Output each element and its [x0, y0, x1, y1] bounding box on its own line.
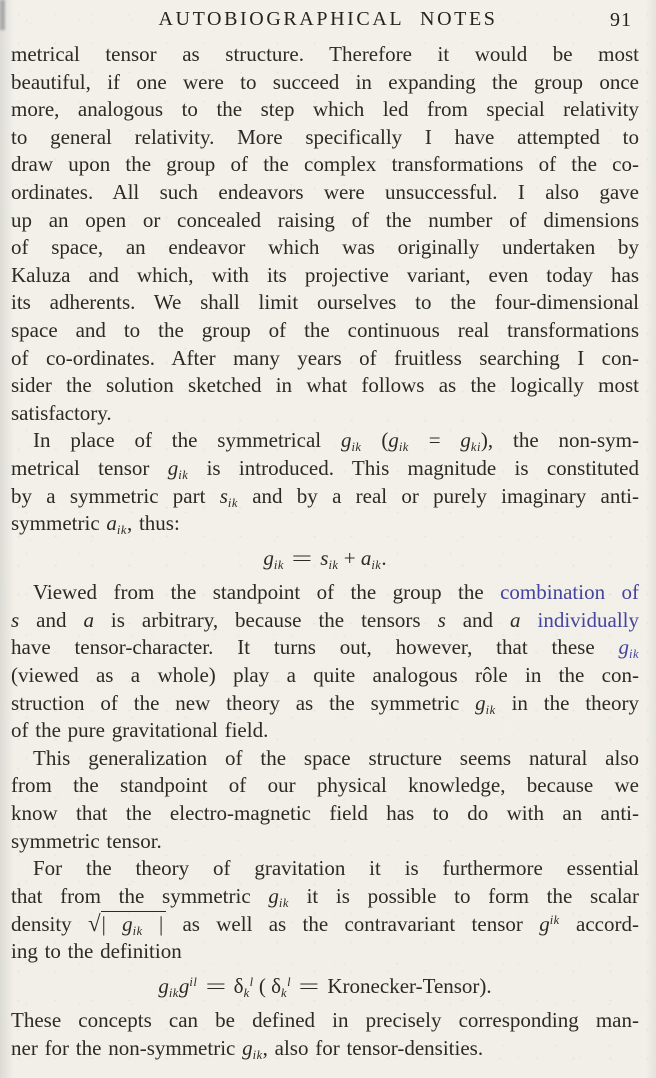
text-line: metrical tensor $g_{ik}$ is introduced. This magnitude is constituted [11, 455, 639, 482]
displayed-equation: $g_{ik} = s_{ik} + a_{ik}$. [263, 545, 387, 572]
page-body [11, 41, 639, 1062]
text-line: know that the electro-magnetic field has to do with an anti- [11, 801, 639, 826]
displayed-equation: $g_{ik}g^{il} = \delta_k^l$ ( $\delta_k^l$ = Kronecker-Tensor). [158, 973, 492, 1000]
text-line: s and a is arbitrary, because the tensors s and a individually [11, 607, 639, 632]
page-number: 91 [610, 9, 632, 31]
text-line: more, analogous to the step which led from special relativity [11, 97, 639, 122]
text-line: (viewed as a whole) play a quite analogous rôle in the con- [11, 663, 639, 688]
text-line: These concepts can be defined in precisely corresponding man- [11, 1008, 639, 1033]
text-line: from the standpoint of our physical knowledge, because we [11, 773, 639, 798]
text-line: ordinates. All such endeavors were unsuccessful. I also gave [11, 179, 639, 204]
text-line: metrical tensor as structure. Therefore it would be most [11, 42, 639, 66]
text-line: For the theory of gravitation it is furthermore essential [33, 856, 639, 881]
text-line: have tensor-character. It turns out, however, that these $g_{ik}$ [11, 635, 639, 662]
text-line: up an open or concealed raising of the number of dimensions [11, 207, 639, 232]
text-line: its adherents. We shall limit ourselves to the four-dimensional [11, 290, 639, 315]
text-line: beautiful, if one were to succeed in expanding the group once [11, 69, 639, 94]
text-line: ing to the definition [11, 939, 182, 963]
text-line: Viewed from the standpoint of the group the combination of [33, 580, 639, 605]
text-line: In place of the symmetrical $g_{ik}$ $(g_{ik} = g_{ki})$, the non-sym- [33, 428, 639, 455]
text-line: Kaluza and which, with its projective variant, even today has [11, 262, 639, 287]
text-line: symmetric $a_{ik}$, thus: [11, 511, 180, 538]
text-line: to general relativity. More specifically I have attempted to [11, 124, 639, 149]
text-line: that from the symmetric $g_{ik}$ it is possible to form the scalar [11, 883, 639, 910]
text-line: ner for the non-symmetric $g_{ik}$, also for tensor-densities. [11, 1035, 484, 1062]
text-line: of co-ordinates. After many years of fruitless searching I con- [11, 345, 639, 370]
running-head-title: AUTOBIOGRAPHICAL NOTES [158, 8, 498, 30]
text-line: of space, an endeavor which was originally undertaken by [11, 235, 639, 260]
radical-sign: √| $g_{ik}$ | [88, 912, 166, 936]
text-line: space and to the group of the continuous real transformations [11, 317, 639, 342]
text-line: of the pure gravitational field. [11, 718, 269, 743]
text-line: density √| $g_{ik}$ | as well as the contravariant tensor $g^{ik}$ accord- [11, 911, 639, 938]
text-line: This generalization of the space structure seems natural also [33, 745, 639, 770]
page-header [0, 8, 656, 38]
text-line: draw upon the group of the complex transformations of the co- [11, 152, 639, 177]
text-line: struction of the new theory as the symmetric $g_{ik}$ in the theory [11, 690, 639, 717]
text-line: satisfactory. [11, 400, 112, 425]
text-line: by a symmetric part $s_{ik}$ and by a real or purely imaginary anti- [11, 483, 639, 510]
text-line: symmetric tensor. [11, 828, 162, 853]
text-line: sider the solution sketched in what follows as the logically most [11, 373, 639, 398]
